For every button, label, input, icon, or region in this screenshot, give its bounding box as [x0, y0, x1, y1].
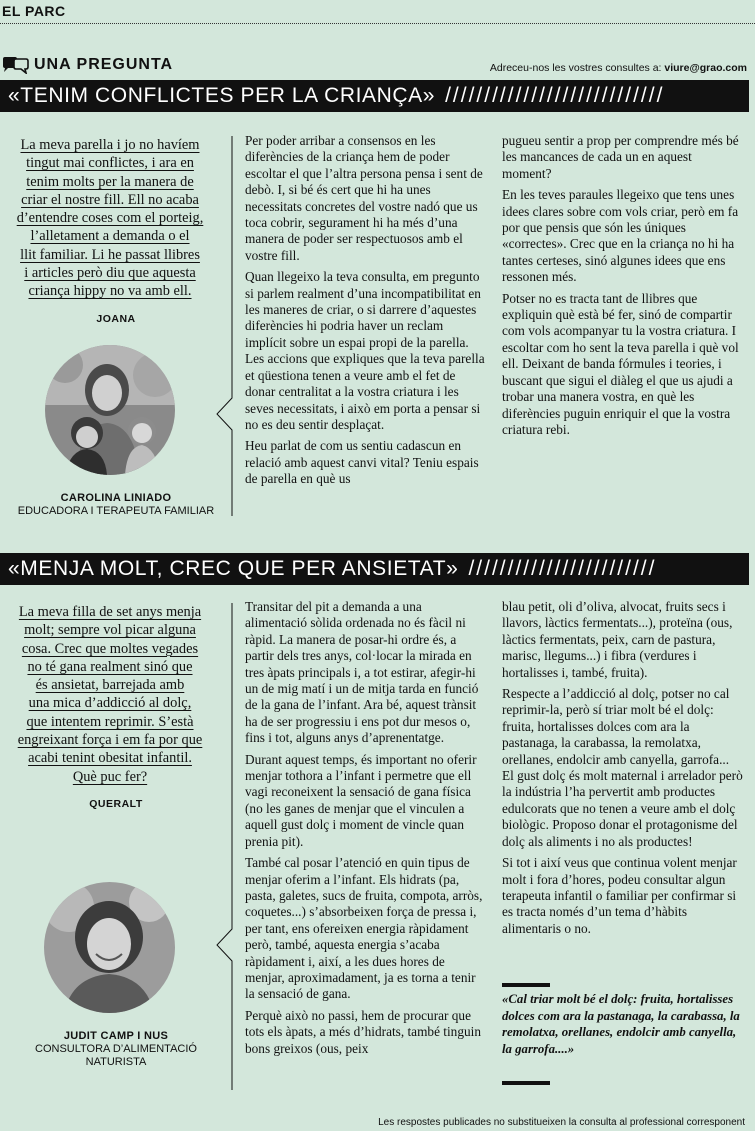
- article2-question: [2, 603, 218, 786]
- paragraph: Si tot i així veus que continua volent menjar molt i fora d’hores, podeu consultar algun terapeuta infantil o familiar per confirmar si es tracta només d’un tema d’hàbits alimentaris o no.: [502, 855, 737, 936]
- paragraph: Heu parlat de com us sentiu cadascun en relació amb aquest canvi vital? Teniu espais de parella en què us: [245, 438, 479, 487]
- question-line: no té gana realment sinó que: [27, 658, 193, 675]
- article1-bracket: [214, 136, 234, 516]
- speech-bubble-icon: [2, 56, 30, 74]
- question-line: criança hippy no va amb ell.: [28, 283, 192, 300]
- contact-prefix: Adreceu-nos les vostres consultes a:: [489, 62, 665, 74]
- footer-disclaimer: Les respostes publicades no substitueixen la consulta al professional corresponent: [378, 1117, 745, 1128]
- paragraph: Potser no es tracta tant de llibres que expliquin què està bé fer, sinó de compartir com vols acompanyar tu la vostra criatura. I escoltar com ho sent la teva parella i què vol ell. Deixant de banda fórmules i teories, i buscant que sigui el diàleg el que us ajudi a trobar una manera vostra, en què les diferències puguin enriquir el que la vostra criatura rebi.: [502, 290, 739, 437]
- article2-asker: QUERALT: [89, 798, 143, 810]
- question-line: és ansietat, barrejada amb: [35, 677, 185, 694]
- article2-bracket: [214, 603, 234, 1090]
- pull-quote-bar-bottom: [502, 1081, 550, 1085]
- paragraph: En les teves paraules llegeixo que tens unes idees clares sobre com vols criar, però em fa por que pensis que són les úniques «correctes». Crec que en la criança no hi ha tantes certeses, sinó algunes idees que ens ressonen més.: [502, 187, 739, 285]
- question-line: tenim molts per la manera de: [26, 173, 194, 190]
- question-line: acabi tenint obesitat infantil.: [28, 750, 192, 767]
- question-line: llit familiar. Li he passat llibres: [20, 246, 200, 263]
- article2-expert-role: [0, 1043, 232, 1069]
- paragraph: Respecte a l’addicció al dolç, potser no cal reprimir-la, però sí triar molt bé el dolç: fruita, hortalisses dolces com ara la pastanaga, la carabassa, la remolatxa, orellanes, endolcir amb canyella, garrofa... El gust dolç és molt maternal i arrelador però la indústria l’ha pervertit amb productes edulcorats que no tenen a veure amb el dolç biològic. Proposo donar el protagonisme del dolç als aliments i no als productes!: [502, 686, 743, 849]
- paragraph: Durant aquest temps, és important no oferir menjar tothora a l’infant i permetre que ell vagi reconeixent la sensació de gana física (no les ganes de menjar que el vinculen a aquell gust dolç i moment de vincle quan prenia pit).: [245, 751, 477, 849]
- question-line: cosa. Crec que moltes vegades: [21, 640, 199, 657]
- article2-col2: [502, 599, 744, 937]
- question-line: que intentem reprimir. S’està: [26, 713, 194, 730]
- contact-line: [490, 62, 747, 74]
- article2-expert-name: JUDIT CAMP I NUS: [63, 1030, 169, 1042]
- article1-expert-name: CAROLINA LINIADO: [60, 492, 172, 504]
- question-line: una mica d’addicció al dolç,: [28, 695, 192, 712]
- section-label: EL PARC: [2, 3, 66, 19]
- article1-expert-photo: [45, 345, 175, 475]
- article1-asker: JOANA: [96, 313, 136, 325]
- question-line: Què puc fer?: [72, 768, 148, 785]
- article2-slashes: ////////////////////////: [468, 557, 657, 580]
- question-line: engreixant força i em fa por que: [17, 732, 203, 749]
- question-line: La meva filla de set anys menja: [18, 604, 202, 620]
- article1-banner: [0, 80, 749, 112]
- article1-expert-role: EDUCADORA I TERAPEUTA FAMILIAR: [17, 505, 215, 517]
- article2-col1: [245, 599, 485, 1057]
- article1-title: «TENIM CONFLICTES PER LA CRIANÇA»: [8, 84, 436, 107]
- paragraph: blau petit, oli d’oliva, alvocat, fruits secs i llavors, làctics fermentats...), proteïna (ous, làctics fermentats, peix, carn de pastura, marisc, llegums...) i fibra (verdures i hortalisses i, també, fruita).: [502, 599, 733, 680]
- article2-title: «MENJA MOLT, CREC QUE PER ANSIETAT»: [8, 557, 459, 580]
- paragraph: Per poder arribar a consensos en les diferències de la criança hem de poder escoltar el que l’altra persona pensa i sent de debò. I, si bé és cert que hi ha unes necessitats concretes del vostre nadó que us toca cobrir, segurament hi ha més d’una manera de poder ser respectuosos amb el vostre fill.: [245, 133, 483, 263]
- expert-role-line: CONSULTORA D’ALIMENTACIÓ: [35, 1043, 197, 1055]
- question-title: UNA PREGUNTA: [34, 56, 174, 73]
- article1-col2: [502, 133, 742, 438]
- contact-email[interactable]: viure@grao.com: [664, 62, 747, 74]
- question-line: tingut mai conflictes, i ara en: [26, 155, 194, 172]
- paragraph: Quan llegeixo la teva consulta, em pregunto si parlem realment d’una incompatibilitat en les maneres de criar, o si darrere d’aquestes diferències hi podria haver un reclam implícit sobre un espai propi de la parella. Les accions que expliques que la teva parella et qüestiona tenen a veure amb el fet de donar centralitat a la vostra criatura i les seves necessitats, i això em porta a pensar si no es deu sentir desplaçat.: [245, 269, 485, 432]
- pull-quote: «Cal triar molt bé el dolç: fruita, hortalisses dolces com ara la pastanaga, la carabassa, la remolatxa, orellanes, endolcir amb canyella, la garrofa....»: [502, 992, 740, 1056]
- paragraph: pugueu sentir a prop per comprendre més bé les mancances de cada un en aquest moment?: [502, 133, 739, 181]
- question-line: molt; sempre vol picar alguna: [24, 622, 196, 639]
- article1-question: [2, 136, 218, 301]
- pull-quote-bar-top: [502, 983, 550, 987]
- paragraph: Perquè això no passi, hem de procurar que tots els àpats, a més d’hidrats, també tinguin bons greixos (ous, peix: [245, 1007, 481, 1056]
- question-line: La meva parella i jo no havíem: [20, 137, 200, 153]
- question-line: d’entendre coses com el porteig,: [16, 210, 204, 227]
- paragraph: També cal posar l’atenció en quin tipus de menjar oferim a l’infant. Els hidrats (pa, pasta, galetes, sucs de fruita, compota, arròs, coquetes...) s’absorbeixen força de pressa i, per tant, ens ofereixen energia ràpidament però, també, aquesta energia s’acaba ràpidament i, així, a les dues hores de menjar, aproximadament, ja es torna a tenir la sensació de gana.: [245, 855, 483, 1002]
- article2-banner: [0, 553, 749, 585]
- question-line: l’alletament a demanda o el: [30, 228, 190, 245]
- article1-col1: [245, 133, 485, 488]
- top-bar: [0, 0, 755, 24]
- paragraph: Transitar del pit a demanda a una alimentació sòlida ordenada no és fàcil ni ràpid. La manera de posar-hi ordre és, a partir dels tres anys, col·locar la mirada en tres àpats principals i, a tot estirar, afegir-hi un de mig matí i un de mitja tarda en funció de la gana de l’infant. Ara bé, aquest trànsit ha de ser progressiu i ens pot dur mesos o, fins i tot, alguns anys d’aprenentatge.: [245, 599, 479, 746]
- article2-expert-photo: [44, 882, 175, 1013]
- question-line: i articles però diu que aquesta: [24, 265, 196, 282]
- expert-role-line: NATURISTA: [85, 1056, 147, 1068]
- article1-slashes: ////////////////////////////: [445, 84, 665, 107]
- question-header: [2, 55, 173, 75]
- question-line: criar el nostre fill. Ell no acaba: [21, 191, 199, 208]
